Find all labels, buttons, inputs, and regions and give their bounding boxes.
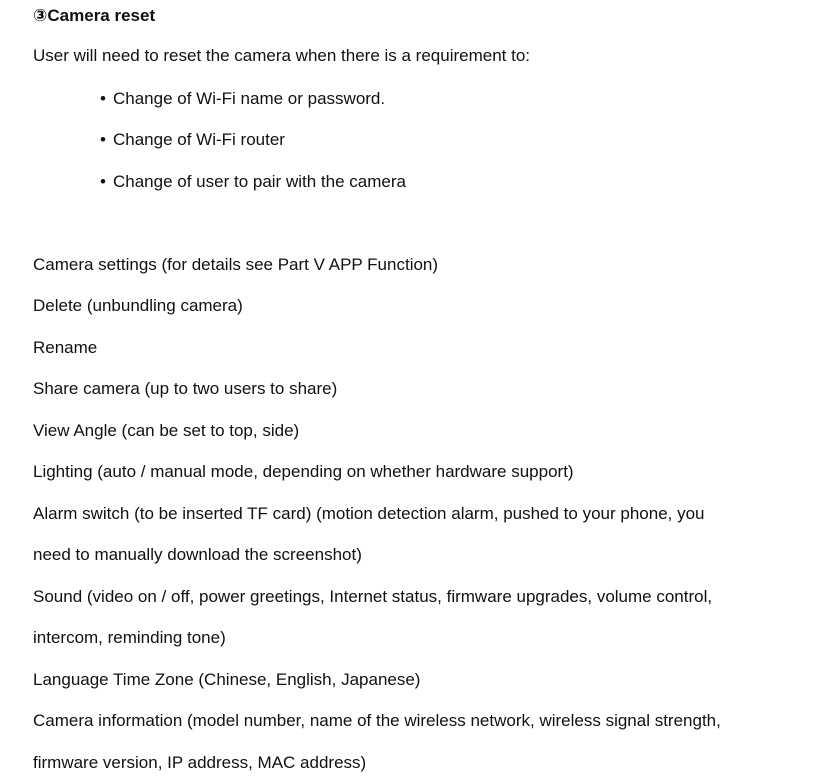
paragraph-line: Rename (33, 338, 98, 357)
bullet-dot: • (100, 172, 106, 191)
bullet-text: Change of user to pair with the camera (113, 172, 406, 191)
bullet-dot: • (100, 130, 106, 149)
paragraph-line: need to manually download the screenshot) (33, 545, 362, 564)
paragraph-line: Alarm switch (to be inserted TF card) (motion detection alarm, pushed to your phone, you (33, 504, 705, 523)
bullet-item (100, 87, 385, 111)
bullet-text: Change of Wi-Fi router (113, 130, 285, 149)
bullet-text: Change of Wi-Fi name or password. (113, 89, 386, 108)
bullet-dot: • (100, 89, 106, 108)
paragraph-line: Camera information (model number, name of the wireless network, wireless signal strength, (33, 711, 721, 730)
paragraph-line: Language Time Zone (Chinese, English, Japanese) (33, 670, 421, 689)
paragraph-line: View Angle (can be set to top, side) (33, 421, 300, 440)
bullet-item (100, 170, 406, 194)
intro-text: User will need to reset the camera when there is a requirement to: (33, 46, 531, 65)
paragraph-line: Share camera (up to two users to share) (33, 379, 338, 398)
paragraph-line: firmware version, IP address, MAC address) (33, 753, 367, 772)
paragraph-line: Camera settings (for details see Part V APP Function) (33, 255, 439, 274)
bullet-item (100, 128, 285, 152)
section-heading: ③Camera reset (33, 6, 156, 25)
paragraph-line: Sound (video on / off, power greetings, Internet status, firmware upgrades, volume control, (33, 587, 713, 606)
paragraph-line: Delete (unbundling camera) (33, 296, 243, 315)
paragraph-line: intercom, reminding tone) (33, 628, 226, 647)
paragraph-line: Lighting (auto / manual mode, depending on whether hardware support) (33, 462, 574, 481)
